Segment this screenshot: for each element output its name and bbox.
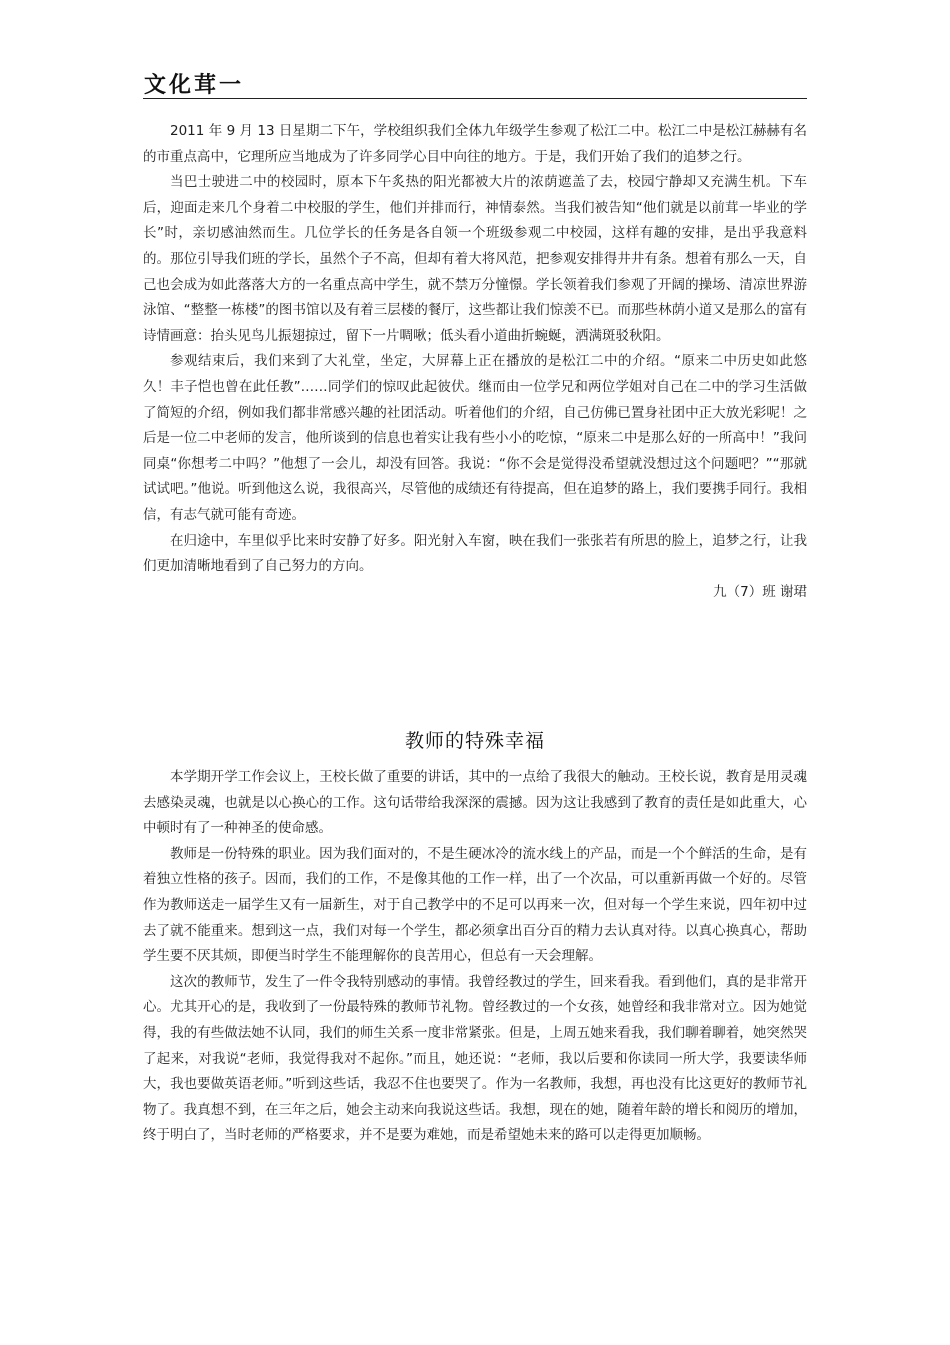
article-pursuing-dream [143,119,807,605]
article2-paragraph: 本学期开学工作会议上，王校长做了重要的讲话，其中的一点给了我很大的触动。王校长说，教育是用灵魂去感染灵魂，也就是以心换心的工作。这句话带给我深深的震撼。因为这让我感到了教育的责任是如此重大，心中顿时有了一种神圣的使命感。 [143,769,807,837]
article2-paragraph: 教师是一份特殊的职业。因为我们面对的，不是生硬冰冷的流水线上的产品，而是一个个鲜活的生命，是有着独立性格的孩子。因而，我们的工作，不是像其他的工作一样，出了一个次品，可以重新再做一个好的。尽管作为教师送走一届学生又有一届新生，对于自己教学中的不足可以再来一次，但对每一个学生来说，四年初中过去了就不能重来。想到这一点，我们对每一个学生，都必须拿出百分百的精力去认真对待。以真心换真心，帮助学生要不厌其烦，即便当时学生不能理解你的良苦用心，但总有一天会理解。 [143,845,807,965]
article-teacher-happiness [143,765,807,1149]
article1-paragraph: 当巴士驶进二中的校园时，原本下午炙热的阳光都被大片的浓荫遮盖了去，校园宁静却又充满生机。下车后，迎面走来几个身着二中校服的学生，他们并排而行，神情泰然。当我们被告知“他们就是以前茸一毕业的学长”时，亲切感油然而生。几位学长的任务是各自领一个班级参观二中校园，这样有趣的安排，是出乎我意料的。那位引导我们班的学长，虽然个子不高，但却有着大将风范，把参观安排得井井有条。想着有那么一天，自己也会成为如此落落大方的一名重点高中学生，就不禁万分憧憬。学长领着我们参观了开阔的操场、清凉世界游泳馆、“整整一栋楼”的图书馆以及有着三层楼的餐厅，这些都让我们惊羡不已。而那些林荫小道又是那么的富有诗情画意：抬头见鸟儿振翅掠过，留下一片啁啾；低头看小道曲折蜿蜒，洒满斑驳秋阳。 [143,174,807,344]
article1-byline: 九（7）班 谢珺 [713,583,807,600]
header-title: 文化茸一 [144,72,245,98]
article2-title: 教师的特殊幸福 [404,730,545,752]
article1-paragraph: 2011 年 9 月 13 日星期二下午，学校组织我们全体九年级学生参观了松江二中。松江二中是松江赫赫有名的市重点高中，它理所应当地成为了许多同学心目中向往的地方。于是，我们开始了我们的追梦之行。 [143,123,807,165]
article2-paragraph: 这次的教师节，发生了一件令我特别感动的事情。我曾经教过的学生，回来看我。看到他们，真的是非常开心。尤其开心的是，我收到了一份最特殊的教师节礼物。曾经教过的一个女孩，她曾经和我非常对立。因为她觉得，我的有些做法她不认同，我们的师生关系一度非常紧张。但是，上周五她来看我，我们聊着聊着，她突然哭了起来，对我说“老师，我觉得我对不起你。”而且，她还说：“老师，我以后要和你读同一所大学，我要读华师大，我也要做英语老师。”听到这些话，我忍不住也要哭了。作为一名教师，我想，再也没有比这更好的教师节礼物了。我真想不到，在三年之后，她会主动来向我说这些话。我想，现在的她，随着年龄的增长和阅历的增加，终于明白了，当时老师的严格要求，并不是要为难她，而是希望她未来的路可以走得更加顺畅。 [143,973,807,1144]
article1-paragraph: 参观结束后，我们来到了大礼堂，坐定，大屏幕上正在播放的是松江二中的介绍。“原来二中历史如此悠久！丰子恺也曾在此任教”……同学们的惊叹此起彼伏。继而由一位学兄和两位学姐对自己在二中的学习生活做了简短的介绍，例如我们都非常感兴趣的社团活动。听着他们的介绍，自己仿佛已置身社团中正大放光彩呢！之后是一位二中老师的发言，他所谈到的信息也着实让我有些小小的吃惊，“原来二中是那么好的一所高中！”我问同桌“你想考二中吗？”他想了一会儿，却没有回答。我说：“你不会是觉得没希望就没想过这个问题吧？”“那就试试吧。”他说。听到他这么说，我很高兴，尽管他的成绩还有待提高，但在追梦的路上，我们要携手同行。我相信，有志气就可能有奇迹。 [143,353,807,523]
page-header [143,62,807,99]
article1-paragraph: 在归途中，车里似乎比来时安静了好多。阳光射入车窗，映在我们一张张若有所思的脸上，追梦之行，让我们更加清晰地看到了自己努力的方向。 [143,532,807,575]
